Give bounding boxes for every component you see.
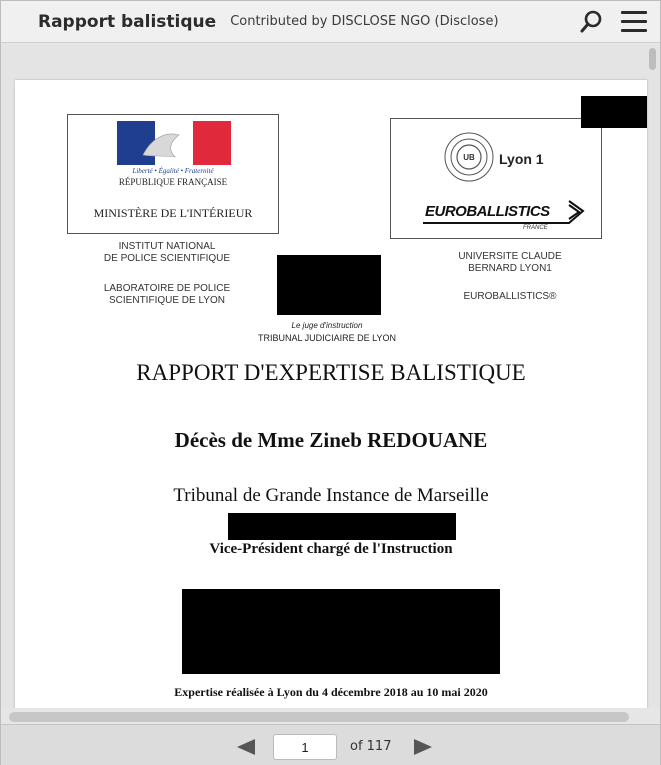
lyon1-emblem-icon bbox=[443, 131, 495, 183]
vertical-scrollbar[interactable] bbox=[649, 48, 656, 70]
subject-heading: Décès de Mme Zineb REDOUANE bbox=[174, 428, 488, 452]
expertise-dates: Expertise réalisée à Lyon du 4 décembre 2018 au 10 mai 2020 bbox=[174, 685, 488, 699]
stamp-line-1: Le juge d'instruction bbox=[291, 321, 363, 330]
court-name: Tribunal de Grande Instance de Marseille bbox=[173, 485, 489, 506]
horizontal-scrollbar[interactable] bbox=[9, 712, 629, 722]
euroballistics-swoosh-icon bbox=[419, 197, 589, 227]
france-text: FRANCE bbox=[523, 225, 548, 231]
ministry-logo bbox=[67, 114, 279, 234]
lyon1-text: Lyon 1 bbox=[499, 151, 544, 167]
euroballistics-reg-text: EUROBALLISTICS® bbox=[463, 291, 557, 302]
stamp-line-2: TRIBUNAL JUDICIAIRE DE LYON bbox=[257, 333, 397, 343]
search-button[interactable] bbox=[579, 9, 605, 35]
institute-text bbox=[67, 241, 267, 265]
institute-line-2: DE POLICE SCIENTIFIQUE bbox=[103, 253, 231, 264]
triangle-left-icon[interactable] bbox=[237, 739, 255, 755]
university-text bbox=[410, 251, 610, 275]
document-page bbox=[15, 80, 647, 708]
document-scroll-area[interactable] bbox=[1, 44, 660, 708]
page-number-input[interactable] bbox=[273, 734, 337, 760]
marianne-flag-icon bbox=[117, 121, 231, 165]
institute-line-1: INSTITUT NATIONAL bbox=[118, 241, 216, 252]
redaction-stamp bbox=[277, 255, 381, 315]
pager-bar bbox=[1, 724, 660, 765]
report-title: RAPPORT D'EXPERTISE BALISTIQUE bbox=[136, 360, 526, 385]
lab-line-2: SCIENTIFIQUE DE LYON bbox=[109, 295, 225, 306]
euroballistics-logo bbox=[390, 118, 602, 239]
university-line-1: UNIVERSITE CLAUDE bbox=[458, 251, 562, 262]
svg-text:UB: UB bbox=[463, 153, 475, 162]
ministry-text: MINISTÈRE DE L'INTÉRIEUR bbox=[93, 206, 253, 220]
redaction-top-right bbox=[581, 96, 647, 128]
page-count: of 117 bbox=[350, 739, 392, 754]
motto-text: Liberté • Égalité • Fraternité bbox=[132, 167, 214, 175]
redaction-block bbox=[182, 589, 500, 674]
magistrate-title: Vice-Président chargé de l'Instruction bbox=[209, 541, 453, 557]
search-icon bbox=[579, 9, 605, 35]
menu-icon bbox=[621, 11, 647, 32]
republic-text: RÉPUBLIQUE FRANÇAISE bbox=[118, 177, 228, 187]
redaction-judge-name bbox=[228, 513, 456, 540]
university-line-2: BERNARD LYON1 bbox=[468, 263, 552, 274]
menu-button[interactable] bbox=[621, 11, 647, 33]
lab-line-1: LABORATOIRE DE POLICE bbox=[103, 283, 231, 294]
header-bar bbox=[1, 1, 660, 43]
euroballistics-wordmark: EUROBALLISTICS bbox=[425, 203, 550, 220]
triangle-right-icon[interactable] bbox=[414, 739, 432, 755]
contributor-text: Contributed by DISCLOSE NGO (Disclose) bbox=[230, 14, 499, 29]
document-title: Rapport balistique bbox=[38, 11, 217, 32]
lab-text bbox=[67, 283, 267, 307]
